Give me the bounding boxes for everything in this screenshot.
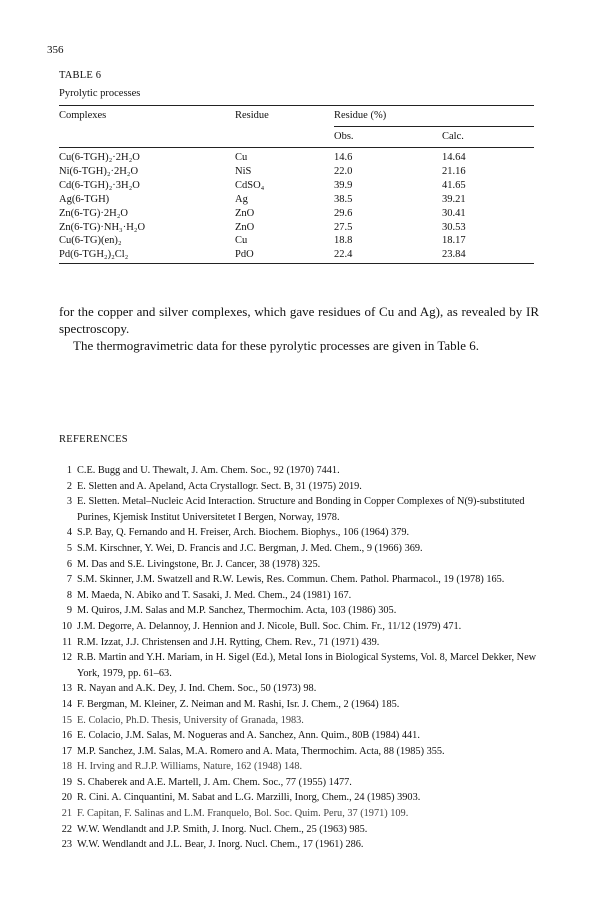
- reference-item: [59, 837, 549, 853]
- reference-number: 6: [66, 558, 72, 570]
- cell-calc: 23.84: [442, 249, 466, 261]
- reference-text: M. Maeda, N. Abiko and T. Sasaki, J. Med. Chem., 24 (1981) 167.: [77, 589, 352, 601]
- cell-calc: 14.64: [442, 152, 466, 163]
- reference-item: [59, 790, 549, 806]
- table-header-rule: [59, 147, 534, 148]
- reference-number: 4: [66, 527, 72, 539]
- reference-text: J.M. Degorre, A. Delannoy, J. Hennion and J. Nicole, Bull. Soc. Chim. Fr., 11/12 (1979) 471.: [77, 620, 462, 632]
- reference-number: 12: [61, 652, 72, 664]
- reference-text: R. Cini. A. Cinquantini, M. Sabat and L.G. Marzilli, Inorg, Chem., 24 (1985) 3903.: [77, 792, 421, 804]
- cell-residue: ZnO: [235, 207, 255, 219]
- reference-item: [59, 822, 549, 838]
- reference-item: [59, 713, 549, 729]
- cell-calc: 41.65: [442, 179, 466, 191]
- cell-residue: PdO: [235, 249, 254, 261]
- reference-item: [59, 728, 549, 744]
- reference-item: [59, 557, 549, 573]
- reference-number: 19: [61, 776, 72, 788]
- cell-complex: Pd(6-TGH₂)₂Cl₂: [59, 249, 129, 261]
- reference-number: 22: [61, 823, 72, 835]
- cell-calc: 39.21: [442, 193, 466, 205]
- reference-number: 16: [61, 730, 72, 742]
- cell-complex: Cu(6-TGH)₂·2H₂O: [59, 152, 140, 163]
- reference-item: [59, 479, 549, 495]
- reference-number: 13: [61, 683, 72, 695]
- cell-calc: 18.17: [442, 235, 466, 247]
- cell-obs: 18.8: [334, 235, 353, 247]
- reference-text: S.P. Bay, Q. Fernando and H. Freiser, Arch. Biochem. Biophys., 106 (1964) 379.: [77, 527, 410, 539]
- cell-residue: Ag: [235, 193, 248, 205]
- cell-complex: Cd(6-TGH)₂·3H₂O: [59, 179, 140, 191]
- reference-text: S. Chaberek and A.E. Martell, J. Am. Chem. Soc., 77 (1955) 1477.: [77, 776, 352, 788]
- reference-item: [59, 525, 549, 541]
- cell-residue: ZnO: [235, 221, 255, 233]
- reference-number: 20: [61, 792, 72, 804]
- cell-residue: Cu: [235, 235, 248, 247]
- reference-text: F. Bergman, M. Kleiner, Z. Neiman and M. Rashi, Isr. J. Chem., 2 (1964) 185.: [77, 698, 400, 710]
- reference-text: E. Sletten and A. Apeland, Acta Crystallogr. Sect. B, 31 (1975) 2019.: [77, 480, 362, 492]
- page-number: 356: [47, 44, 64, 56]
- reference-text: S.M. Kirschner, Y. Wei, D. Francis and J.C. Bergman, J. Med. Chem., 9 (1966) 369.: [77, 542, 423, 554]
- table-row: [59, 180, 534, 194]
- reference-item: [59, 541, 549, 557]
- reference-text: E. Colacio, Ph.D. Thesis, University of Granada, 1983.: [77, 714, 304, 726]
- reference-item: [59, 463, 549, 479]
- reference-item: [59, 775, 549, 791]
- reference-text: S.M. Skinner, J.M. Swatzell and R.W. Lewis, Res. Commun. Chem. Pathol. Pharmacol., 19 (1978) 165.: [77, 574, 505, 586]
- table-row: [59, 235, 534, 249]
- table-top-rule: [59, 105, 534, 106]
- reference-text: M.P. Sanchez, J.M. Salas, M.A. Romero and A. Mata, Thermochim. Acta, 88 (1985) 355.: [77, 745, 445, 757]
- reference-number: 23: [61, 839, 72, 851]
- reference-item: [59, 759, 549, 775]
- reference-number: 5: [66, 542, 72, 554]
- cell-complex: Zn(6-TG)·2H₂O: [59, 207, 128, 219]
- reference-number: 21: [61, 808, 72, 820]
- cell-obs: 38.5: [334, 193, 353, 205]
- table-row: [59, 166, 534, 180]
- reference-number: 9: [66, 605, 72, 617]
- reference-item: [59, 603, 549, 619]
- cell-complex: Cu(6-TG)(en)₂: [59, 235, 122, 247]
- reference-number: 1: [66, 465, 72, 476]
- table-bottom-rule: [59, 263, 534, 264]
- cell-residue: NiS: [235, 165, 252, 177]
- cell-calc: 30.41: [442, 207, 466, 219]
- header-obs: Obs.: [334, 131, 354, 142]
- reference-text: H. Irving and R.J.P. Williams, Nature, 162 (1948) 148.: [77, 761, 303, 773]
- cell-complex: Ni(6-TGH)₂·2H₂O: [59, 165, 139, 177]
- cell-complex: Zn(6-TG)·NH₃·H₂O: [59, 221, 146, 233]
- table-row: [59, 152, 534, 166]
- header-complexes: Complexes: [59, 110, 107, 121]
- reference-number: 8: [66, 589, 72, 601]
- reference-number: 11: [62, 636, 72, 648]
- reference-list: [59, 463, 549, 853]
- reference-number: 15: [61, 714, 72, 726]
- cell-obs: 29.6: [334, 207, 353, 219]
- reference-text: R. Nayan and A.K. Dey, J. Ind. Chem. Soc., 50 (1973) 98.: [77, 683, 317, 695]
- cell-residue: CdSO₄: [235, 179, 265, 191]
- table-row: [59, 208, 534, 222]
- cell-obs: 22.0: [334, 165, 353, 177]
- cell-residue: Cu: [235, 152, 248, 163]
- reference-number: 17: [61, 745, 72, 757]
- reference-number: 7: [66, 574, 72, 586]
- references-heading: REFERENCES: [59, 434, 128, 445]
- reference-text: R.M. Izzat, J.J. Christensen and J.H. Rytting, Chem. Rev., 71 (1971) 439.: [77, 636, 380, 648]
- body-paragraph-2: The thermogravimetric data for these pyrolytic processes are given in Table 6.: [73, 338, 480, 353]
- table-label: TABLE 6: [59, 70, 102, 81]
- reference-text: F. Capitan, F. Salinas and L.M. Franquelo, Bol. Soc. Quim. Peru, 37 (1971) 109.: [77, 808, 409, 820]
- reference-number: 10: [61, 620, 72, 632]
- reference-item: [59, 572, 549, 588]
- reference-item: [59, 806, 549, 822]
- reference-number: 18: [61, 761, 72, 773]
- reference-text: R.B. Martin and Y.H. Mariam, in H. Sigel (Ed.), Metal Ions in Biological Systems, Vol. 8, Marcel Dekker, New York, 1979, pp. 61–63.: [77, 652, 537, 679]
- table-row: [59, 194, 534, 208]
- header-calc: Calc.: [442, 131, 464, 142]
- reference-number: 14: [61, 698, 72, 710]
- header-residue: Residue: [235, 110, 269, 121]
- table-row: [59, 249, 534, 263]
- reference-item: [59, 681, 549, 697]
- reference-text: W.W. Wendlandt and J.L. Bear, J. Inorg. Nucl. Chem., 17 (1961) 286.: [77, 839, 364, 851]
- cell-obs: 22.4: [334, 249, 353, 261]
- reference-text: E. Sletten. Metal–Nucleic Acid Interaction. Structure and Bonding in Copper Complexes of N(9)-substituted Purines, Kjemisk Institut Universitetet I Bergen, Norway, 1978.: [77, 496, 525, 523]
- table-caption: Pyrolytic processes: [59, 88, 141, 99]
- cell-complex: Ag(6-TGH): [59, 193, 110, 205]
- cell-calc: 21.16: [442, 165, 466, 177]
- reference-text: M. Quiros, J.M. Salas and M.P. Sanchez, Thermochim. Acta, 103 (1986) 305.: [77, 605, 397, 617]
- reference-item: [59, 619, 549, 635]
- reference-item: [59, 650, 549, 681]
- table-sub-rule: [334, 126, 534, 127]
- reference-item: [59, 635, 549, 651]
- reference-item: [59, 697, 549, 713]
- reference-text: C.E. Bugg and U. Thewalt, J. Am. Chem. Soc., 92 (1970) 7441.: [77, 465, 340, 476]
- cell-obs: 14.6: [334, 152, 353, 163]
- reference-text: E. Colacio, J.M. Salas, M. Nogueras and A. Sanchez, Ann. Quim., 80B (1984) 441.: [77, 730, 420, 742]
- reference-item: [59, 494, 549, 525]
- reference-text: M. Das and S.E. Livingstone, Br. J. Cancer, 38 (1978) 325.: [77, 558, 321, 570]
- reference-number: 2: [66, 480, 72, 492]
- header-residue-pct: Residue (%): [334, 110, 387, 121]
- table-row: [59, 222, 534, 236]
- cell-obs: 39.9: [334, 179, 353, 191]
- reference-item: [59, 588, 549, 604]
- reference-text: W.W. Wendlandt and J.P. Smith, J. Inorg. Nucl. Chem., 25 (1963) 985.: [77, 823, 368, 835]
- cell-obs: 27.5: [334, 221, 353, 233]
- reference-number: 3: [66, 496, 72, 508]
- reference-item: [59, 744, 549, 760]
- body-paragraph-1: for the copper and silver complexes, which gave residues of Cu and Ag), as revealed by IR spectroscopy.: [59, 304, 539, 336]
- cell-calc: 30.53: [442, 221, 466, 233]
